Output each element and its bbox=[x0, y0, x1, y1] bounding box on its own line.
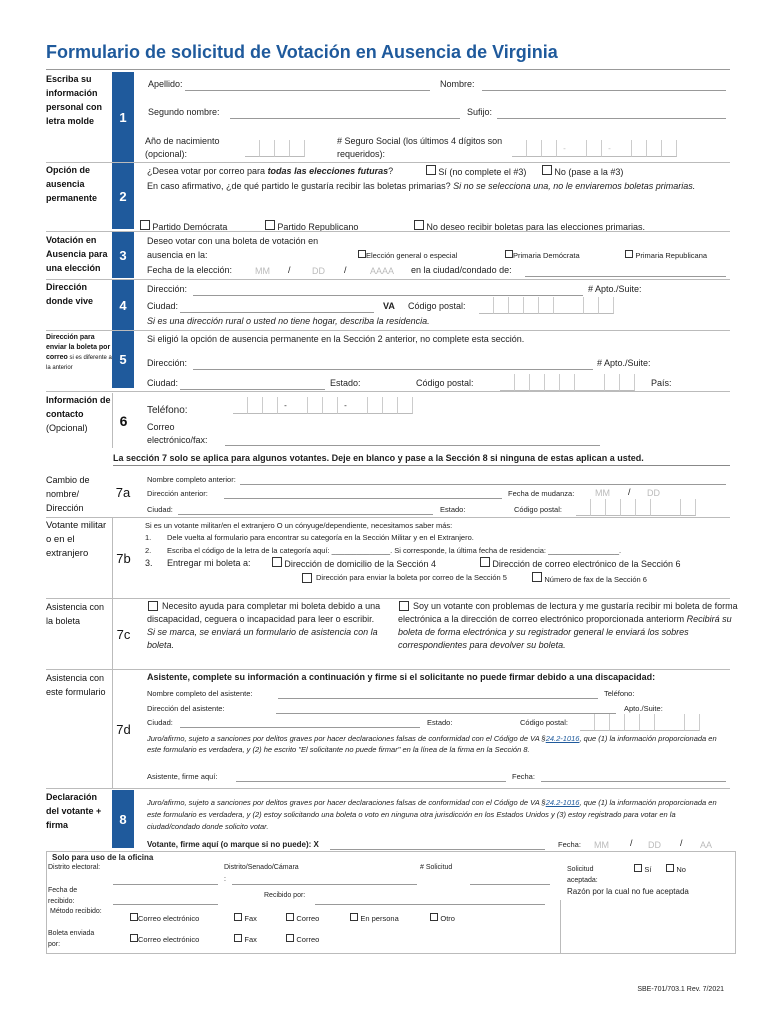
s7a-dir-label: Dirección anterior: bbox=[147, 489, 208, 498]
divider bbox=[46, 391, 730, 392]
boleta-email-label: Correo electrónico bbox=[138, 935, 200, 944]
digit-box[interactable] bbox=[591, 499, 606, 516]
digit-box[interactable] bbox=[527, 140, 542, 157]
digit-box[interactable] bbox=[293, 397, 308, 414]
boleta-fax-option[interactable] bbox=[234, 934, 257, 944]
nombre-label: Nombre: bbox=[440, 79, 475, 89]
digit-box[interactable] bbox=[353, 397, 368, 414]
office-dsc-colon: : bbox=[224, 876, 226, 883]
s7b-item2: Escriba el código de la letra de la categoría aquí: ______________. Si corresponde, la última fecha de residencia: _________________. bbox=[167, 546, 622, 555]
section-7c-number: 7c bbox=[112, 599, 134, 669]
permanent-question-pre: ¿Desea votar por correo para bbox=[147, 166, 268, 176]
office-no-option[interactable] bbox=[666, 864, 686, 874]
digit-box[interactable] bbox=[233, 397, 248, 414]
sufijo-label: Sufijo: bbox=[467, 107, 493, 117]
s7a-fecha-label: Fecha de mudanza: bbox=[508, 489, 575, 498]
office-razon-box[interactable] bbox=[560, 900, 736, 954]
digit-box[interactable] bbox=[539, 297, 554, 314]
checkbox[interactable] bbox=[234, 913, 242, 921]
page-title: Formulario de solicitud de Votación en Ausencia de Virginia bbox=[46, 42, 558, 62]
digit-box[interactable] bbox=[542, 140, 557, 157]
title-rule bbox=[46, 69, 730, 70]
section-7b-number: 7b bbox=[112, 518, 134, 598]
s8-fecha-aa[interactable]: AA bbox=[700, 840, 713, 850]
ssn-dash: - bbox=[602, 140, 617, 157]
election-dem-option[interactable] bbox=[505, 250, 580, 260]
digit-box[interactable] bbox=[625, 714, 640, 731]
checkbox[interactable] bbox=[140, 220, 150, 230]
election-date-mm[interactable]: MM bbox=[255, 266, 270, 276]
s8-oath bbox=[147, 797, 729, 833]
digit-box[interactable] bbox=[662, 140, 677, 157]
metodo-fax-label: Fax bbox=[244, 914, 257, 923]
digit-box[interactable] bbox=[666, 499, 681, 516]
checkbox[interactable] bbox=[130, 934, 138, 942]
digit-box[interactable] bbox=[584, 297, 599, 314]
s8-oath-link[interactable]: 24.2-1016 bbox=[545, 798, 580, 807]
digit-box[interactable] bbox=[500, 374, 515, 391]
s7d-fecha-label: Fecha: bbox=[512, 772, 535, 781]
checkbox[interactable] bbox=[358, 250, 366, 258]
digit-box[interactable] bbox=[617, 140, 632, 157]
s7b-opt-correo-label: Dirección para enviar la boleta por correo de la Sección 5 bbox=[316, 573, 507, 582]
s7d-estado-label: Estado: bbox=[427, 718, 453, 727]
tel-dash: - bbox=[338, 397, 353, 414]
digit-box[interactable] bbox=[524, 297, 539, 314]
permanent-si-option[interactable] bbox=[426, 165, 526, 177]
s7a-fecha-dd[interactable]: DD bbox=[647, 488, 660, 498]
office-title: Solo para uso de la oficina bbox=[52, 853, 154, 862]
s7b-item1-num: 1. bbox=[145, 533, 152, 542]
s7b-opt-domicilio-label: Dirección de domicilio de la Sección 4 bbox=[284, 559, 436, 569]
checkbox[interactable] bbox=[505, 250, 513, 258]
permanent-no-label: No (pase a la #3) bbox=[554, 167, 624, 177]
digit-box[interactable] bbox=[576, 499, 591, 516]
s7b-opt-correo[interactable] bbox=[302, 572, 512, 584]
digit-box[interactable] bbox=[494, 297, 509, 314]
checkbox[interactable] bbox=[148, 601, 158, 611]
s7d-cp-label: Código postal: bbox=[520, 718, 568, 727]
election-general-label: Elección general o especial bbox=[366, 251, 458, 260]
s8-firma-label: Votante, firme aquí (o marque si no puede): X bbox=[147, 840, 319, 849]
s7b-opt-fax-label: Número de fax de la Sección 6 bbox=[544, 575, 647, 584]
s4-cp-label: Código postal: bbox=[408, 301, 466, 311]
office-boleta-label: Boleta enviada por: bbox=[48, 930, 95, 948]
checkbox[interactable] bbox=[272, 557, 282, 567]
nombre-field[interactable] bbox=[482, 90, 726, 91]
digit-box[interactable] bbox=[245, 140, 260, 157]
office-aceptada-label: Solicitud aceptada: bbox=[567, 866, 598, 884]
s7c-electronic-text bbox=[398, 600, 738, 652]
permanent-no-option[interactable] bbox=[542, 165, 623, 177]
election-date-dd[interactable]: DD bbox=[312, 266, 325, 276]
checkbox[interactable] bbox=[286, 934, 294, 942]
digit-box[interactable] bbox=[632, 140, 647, 157]
checkbox[interactable] bbox=[634, 864, 642, 872]
s7b-item1: Dele vuelta al formulario para encontrar su categoría en la Sección Militar y en el Extranjero. bbox=[167, 533, 474, 542]
section-5-label-note: si es diferente a la anterior bbox=[46, 355, 112, 371]
section-2-label: Opción de ausencia permanente bbox=[46, 165, 98, 203]
s7d-dir-label: Dirección del asistente: bbox=[147, 704, 225, 713]
office-distrito-label: Distrito electoral: bbox=[48, 864, 101, 871]
digit-box[interactable] bbox=[681, 499, 696, 516]
digit-box[interactable] bbox=[290, 140, 305, 157]
digit-box[interactable] bbox=[572, 140, 587, 157]
segundo-nombre-label: Segundo nombre: bbox=[148, 107, 220, 117]
section-6-label-optional: (Opcional) bbox=[46, 423, 88, 433]
divider bbox=[46, 669, 730, 670]
s7b-item3: Entregar mi boleta a: bbox=[167, 558, 251, 568]
office-razon-label: Razón por la cual no fue aceptada bbox=[567, 887, 689, 896]
s5-ciudad-field[interactable] bbox=[180, 389, 325, 390]
s7c-electronic-main: Soy un votante con problemas de lectura y me gustaría recibir mi boleta de forma electrónica a la dirección de correo electrónico proporcionada anteriorm bbox=[398, 601, 738, 624]
checkbox[interactable] bbox=[130, 913, 138, 921]
section-7d-number: 7d bbox=[112, 670, 134, 788]
primary-none-label: No deseo recibir boletas para las elecciones primarias. bbox=[426, 222, 645, 232]
digit-box[interactable] bbox=[308, 397, 323, 414]
s4-ciudad-field[interactable] bbox=[180, 312, 374, 313]
digit-box[interactable] bbox=[620, 374, 635, 391]
election-date-label: Fecha de la elección: bbox=[147, 265, 233, 275]
digit-box bbox=[554, 297, 569, 314]
s7a-fecha-mm[interactable]: MM bbox=[595, 488, 610, 498]
s8-oath-text2: , que (1) la información proporcionada en este formulario es verdadera, y (2) estoy solicitando una boleta o voto en ninguna otra jurisdicción en los Estados Unidos y (3) estoy registrado para votar en la ciudad/condado donde solicito votar. bbox=[147, 798, 717, 831]
digit-box[interactable] bbox=[275, 140, 290, 157]
office-fecha-field[interactable] bbox=[113, 904, 218, 905]
checkbox[interactable] bbox=[666, 864, 674, 872]
s7d-firma-label: Asistente, firme aquí: bbox=[147, 772, 218, 781]
boleta-correo-option[interactable] bbox=[286, 934, 319, 944]
metodo-correo-option[interactable] bbox=[286, 913, 319, 923]
digit-box[interactable] bbox=[640, 714, 655, 731]
metodo-fax-option[interactable] bbox=[234, 913, 257, 923]
digit-box[interactable] bbox=[595, 714, 610, 731]
tel-dash: - bbox=[278, 397, 293, 414]
checkbox[interactable] bbox=[302, 573, 312, 583]
ssn-boxes[interactable] bbox=[512, 140, 677, 157]
section-4-label: Dirección donde vive bbox=[46, 282, 94, 306]
section-8-label: Declaración del votante + firma bbox=[46, 792, 102, 830]
election-dem-label: Primaria Demócrata bbox=[513, 251, 580, 260]
section-7a-number: 7a bbox=[112, 468, 134, 516]
digit-box[interactable] bbox=[479, 297, 494, 314]
primary-question-note: Si no se selecciona una, no le enviaremos boletas primarias. bbox=[453, 181, 696, 191]
divider bbox=[113, 465, 730, 466]
s7d-firma-field[interactable] bbox=[236, 781, 506, 782]
s5-ciudad-label: Ciudad: bbox=[147, 378, 179, 388]
date-slash: / bbox=[628, 487, 631, 497]
divider bbox=[46, 162, 730, 163]
digit-box[interactable] bbox=[515, 374, 530, 391]
s7a-cp-boxes[interactable] bbox=[576, 499, 696, 516]
office-dsc-field[interactable] bbox=[232, 884, 417, 885]
s4-cp-boxes[interactable] bbox=[479, 297, 614, 314]
primary-dem-label: Partido Demócrata bbox=[152, 222, 228, 232]
s7a-dir-field[interactable] bbox=[224, 498, 502, 499]
digit-box[interactable] bbox=[545, 374, 560, 391]
s7c-option-electronic[interactable] bbox=[398, 600, 738, 652]
metodo-persona-option[interactable] bbox=[350, 913, 399, 923]
section-3-label: Votación en Ausencia para una elección bbox=[46, 235, 108, 273]
section-6-number: 6 bbox=[112, 393, 134, 448]
office-metodo-label: Método recibido: bbox=[50, 908, 102, 915]
permanent-question bbox=[147, 166, 393, 176]
s7d-oath-link[interactable]: 24.2-1016 bbox=[545, 734, 580, 743]
apellido-label: Apellido: bbox=[148, 79, 183, 89]
digit-box[interactable] bbox=[569, 297, 584, 314]
digit-box[interactable] bbox=[560, 374, 575, 391]
date-slash: / bbox=[680, 838, 683, 848]
s8-fecha-label: Fecha: bbox=[558, 840, 581, 849]
checkbox[interactable] bbox=[542, 165, 552, 175]
s6-email-field[interactable] bbox=[225, 445, 600, 446]
digit-box[interactable] bbox=[685, 714, 700, 731]
section-5-label-text: Dirección para enviar la boleta por correo bbox=[46, 334, 111, 361]
election-city-field[interactable] bbox=[525, 276, 726, 277]
checkbox[interactable] bbox=[430, 913, 438, 921]
form-code: SBE-701/703.1 Rev. 7/2021 bbox=[637, 986, 724, 993]
s3-desc2: ausencia en la: bbox=[147, 250, 208, 260]
digit-box[interactable] bbox=[580, 714, 595, 731]
primary-rep-label: Partido Republicano bbox=[277, 222, 359, 232]
divider bbox=[46, 330, 730, 331]
s7d-head: Asistente, complete su información a continuación y firme si el solicitante no puede firmar debido a una discapacidad: bbox=[147, 672, 656, 682]
s4-apto-label: # Apto./Suite: bbox=[588, 284, 642, 294]
checkbox[interactable] bbox=[426, 165, 436, 175]
digit-box[interactable] bbox=[263, 397, 278, 414]
date-slash: / bbox=[630, 838, 633, 848]
digit-box[interactable] bbox=[590, 374, 605, 391]
s7a-cp-label: Código postal: bbox=[514, 505, 562, 514]
permanent-question-post: ? bbox=[388, 166, 394, 176]
office-solicitud-field[interactable] bbox=[470, 884, 550, 885]
divider bbox=[46, 279, 730, 280]
s7d-oath bbox=[147, 733, 717, 755]
s7b-intro: Si es un votante militar/en el extranjero O un cónyuge/dependiente, necesitamos saber más: bbox=[145, 521, 453, 530]
s7d-oath-text: Juro/afirmo, sujeto a sanciones por delitos graves por hacer declaraciones falsas de conformidad con el Código de VA § bbox=[147, 734, 546, 743]
metodo-email-option[interactable] bbox=[130, 913, 199, 923]
permanent-question-bold: todas las elecciones futuras bbox=[267, 166, 389, 176]
digit-box[interactable] bbox=[323, 397, 338, 414]
digit-box bbox=[651, 499, 666, 516]
digit-box[interactable] bbox=[647, 140, 662, 157]
s7c-electronic-note: Recibirá su boleta de forma electrónica y su registrador general le enviará los sobres correspondientes para devolver su boleta. bbox=[398, 614, 732, 650]
digit-box[interactable] bbox=[606, 499, 621, 516]
s7d-tel-label: Teléfono: bbox=[604, 689, 635, 698]
ano-nacimiento-boxes[interactable] bbox=[245, 140, 305, 157]
section-5-number: 5 bbox=[112, 331, 134, 388]
checkbox[interactable] bbox=[625, 250, 633, 258]
sufijo-field[interactable] bbox=[497, 118, 726, 119]
section-1-number: 1 bbox=[112, 72, 134, 162]
digit-box[interactable] bbox=[670, 714, 685, 731]
section-1-label: Escriba su información personal con letra molde bbox=[46, 74, 103, 126]
s7b-opt-email[interactable] bbox=[480, 557, 680, 569]
s7a-ciudad-field[interactable] bbox=[178, 514, 433, 515]
digit-box[interactable] bbox=[398, 397, 413, 414]
s7d-cp-boxes[interactable] bbox=[580, 714, 700, 731]
s7d-dir-field[interactable] bbox=[276, 713, 616, 714]
metodo-otro-option[interactable] bbox=[430, 913, 455, 923]
divider bbox=[46, 788, 730, 789]
s7d-apto-label: Apto./Suite: bbox=[624, 704, 663, 713]
s7d-oath-text2: , que (1) la información proporcionada en este formulario es verdadera, y (2) he escrito "El solicitante no puede firmar" en la línea de la firma en la Sección 8. bbox=[147, 734, 717, 754]
digit-box[interactable] bbox=[605, 374, 620, 391]
election-city-label: en la ciudad/condado de: bbox=[411, 265, 512, 275]
metodo-persona-label: En persona bbox=[360, 914, 399, 923]
office-distrito-field[interactable] bbox=[113, 884, 218, 885]
office-si-label: Sí bbox=[644, 865, 652, 874]
s7d-nombre-field[interactable] bbox=[278, 698, 598, 699]
section-4-number: 4 bbox=[112, 280, 134, 330]
s5-intro: Si eligió la opción de ausencia permanente en la Sección 2 anterior, no complete esta sección. bbox=[147, 334, 525, 344]
digit-box[interactable] bbox=[621, 499, 636, 516]
section-7a-label: Cambio de nombre/ Dirección bbox=[46, 475, 90, 513]
section-8-number: 8 bbox=[112, 790, 134, 848]
digit-box[interactable] bbox=[260, 140, 275, 157]
metodo-correo-label: Correo bbox=[296, 914, 320, 923]
office-solicitud-label: # Solicitud bbox=[420, 864, 453, 871]
s5-cp-label: Código postal: bbox=[416, 378, 474, 388]
section-7b-label: Votante militar o en el extranjero bbox=[46, 520, 107, 559]
office-si-option[interactable] bbox=[634, 864, 651, 874]
s8-firma-field[interactable] bbox=[330, 849, 545, 850]
digit-box[interactable] bbox=[610, 714, 625, 731]
election-rep-label: Primaria Republicana bbox=[635, 251, 708, 260]
section-5-label bbox=[46, 333, 112, 373]
election-rep-option[interactable] bbox=[625, 250, 707, 260]
ano-nacimiento-label: Año de nacimiento (opcional): bbox=[145, 136, 220, 159]
office-fecha-label: Fecha de recibido: bbox=[48, 887, 78, 905]
checkbox[interactable] bbox=[399, 601, 409, 611]
s7d-nombre-label: Nombre completo del asistente: bbox=[147, 689, 253, 698]
s7b-opt-fax[interactable] bbox=[532, 572, 647, 584]
digit-box bbox=[575, 374, 590, 391]
primary-question-text: En caso afirmativo, ¿de qué partido le gustaría recibir las boletas primarias? bbox=[147, 181, 454, 191]
primary-question bbox=[147, 180, 732, 193]
divider bbox=[46, 231, 730, 232]
date-slash: / bbox=[288, 265, 291, 275]
boleta-email-option[interactable] bbox=[130, 934, 199, 944]
metodo-otro-label: Otro bbox=[440, 914, 455, 923]
s5-pais-label: País: bbox=[651, 378, 672, 388]
s7c-option-help[interactable] bbox=[147, 600, 392, 652]
office-recibido-field[interactable] bbox=[315, 904, 545, 905]
office-no-label: No bbox=[676, 865, 686, 874]
s4-state-va: VA bbox=[383, 301, 395, 311]
section-6-label bbox=[46, 393, 112, 435]
checkbox[interactable] bbox=[414, 220, 424, 230]
s7a-estado-label: Estado: bbox=[440, 505, 466, 514]
s6-email-label: Correo electrónico/fax: bbox=[147, 422, 208, 445]
digit-box[interactable] bbox=[587, 140, 602, 157]
s5-estado-label: Estado: bbox=[330, 378, 361, 388]
digit-box bbox=[655, 714, 670, 731]
s7b-item2-num: 2. bbox=[145, 546, 152, 555]
s7b-item3-num: 3. bbox=[145, 558, 153, 568]
s7d-ciudad-field[interactable] bbox=[180, 727, 420, 728]
s7d-ciudad-label: Ciudad: bbox=[147, 718, 173, 727]
segundo-nombre-field[interactable] bbox=[230, 118, 460, 119]
s7a-nombre-field[interactable] bbox=[240, 484, 726, 485]
s3-desc1: Deseo votar con una boleta de votación en bbox=[147, 236, 319, 246]
checkbox[interactable] bbox=[350, 913, 358, 921]
divider bbox=[46, 598, 730, 599]
checkbox[interactable] bbox=[234, 934, 242, 942]
s6-tel-label: Teléfono: bbox=[147, 405, 188, 416]
digit-box[interactable] bbox=[636, 499, 651, 516]
s5-cp-boxes[interactable] bbox=[500, 374, 635, 391]
checkbox[interactable] bbox=[532, 572, 542, 582]
s8-oath-text: Juro/afirmo, sujeto a sanciones por delitos graves por hacer declaraciones falsas de conformidad con el Código de VA § bbox=[147, 798, 546, 807]
permanent-si-label: Sí (no complete el #3) bbox=[438, 167, 527, 177]
section-2-number: 2 bbox=[112, 163, 134, 229]
s4-ciudad-label: Ciudad: bbox=[147, 301, 179, 311]
digit-box[interactable] bbox=[368, 397, 383, 414]
election-general-option[interactable] bbox=[358, 250, 457, 260]
digit-box[interactable] bbox=[599, 297, 614, 314]
boleta-correo-label: Correo bbox=[296, 935, 320, 944]
checkbox[interactable] bbox=[480, 557, 490, 567]
s7-intro: La sección 7 solo se aplica para algunos votantes. Deje en blanco y pase a la Sección 8 si ninguna de estas aplican a usted. bbox=[113, 453, 644, 463]
s7c-help-text: Necesito ayuda para completar mi boleta debido a una discapacidad, ceguera o incapacidad para leer o escribir. bbox=[147, 601, 381, 624]
s8-fecha-mm[interactable]: MM bbox=[594, 840, 609, 850]
digit-box[interactable] bbox=[512, 140, 527, 157]
ssn-label: # Seguro Social (los últimos 4 dígitos son requeridos): bbox=[337, 136, 503, 159]
s7c-help-note: Si se marca, se enviará un formulario de asistencia con la boleta. bbox=[147, 627, 378, 650]
office-recibido-label: Recibido por: bbox=[264, 892, 306, 899]
digit-box[interactable] bbox=[509, 297, 524, 314]
s4-note: Si es una dirección rural o usted no tiene hogar, describa la residencia. bbox=[147, 316, 430, 326]
checkbox[interactable] bbox=[286, 913, 294, 921]
section-7d-label: Asistencia con este formulario bbox=[46, 673, 106, 697]
digit-box[interactable] bbox=[530, 374, 545, 391]
digit-box[interactable] bbox=[383, 397, 398, 414]
election-date-aaaa[interactable]: AAAA bbox=[370, 266, 395, 276]
s7a-nombre-label: Nombre completo anterior: bbox=[147, 475, 236, 484]
s5-dir-field[interactable] bbox=[193, 369, 593, 370]
ssn-dash: - bbox=[557, 140, 572, 157]
s7b-opt-domicilio[interactable] bbox=[272, 557, 436, 569]
s4-dir-label: Dirección: bbox=[147, 284, 188, 294]
s4-dir-field[interactable] bbox=[193, 295, 583, 296]
s8-fecha-dd[interactable]: DD bbox=[648, 840, 661, 850]
section-3-number: 3 bbox=[112, 232, 134, 278]
section-7c-label: Asistencia con la boleta bbox=[46, 602, 105, 626]
office-dsc-label: Distrito/Senado/Cámara bbox=[224, 864, 299, 871]
boleta-fax-label: Fax bbox=[244, 935, 257, 944]
divider bbox=[46, 517, 730, 518]
checkbox[interactable] bbox=[265, 220, 275, 230]
s7b-opt-email-label: Dirección de correo electrónico de la Sección 6 bbox=[492, 559, 681, 569]
digit-box[interactable] bbox=[248, 397, 263, 414]
s6-tel-boxes[interactable] bbox=[233, 397, 413, 414]
metodo-email-label: Correo electrónico bbox=[138, 914, 200, 923]
s7a-ciudad-label: Ciudad: bbox=[147, 505, 173, 514]
apellido-field[interactable] bbox=[185, 90, 430, 91]
section-6-label-text: Información de contacto bbox=[46, 395, 111, 419]
date-slash: / bbox=[344, 265, 347, 275]
s5-dir-label: Dirección: bbox=[147, 358, 188, 368]
s5-apto-label: # Apto./Suite: bbox=[597, 358, 651, 368]
s7d-fecha-field[interactable] bbox=[541, 781, 726, 782]
